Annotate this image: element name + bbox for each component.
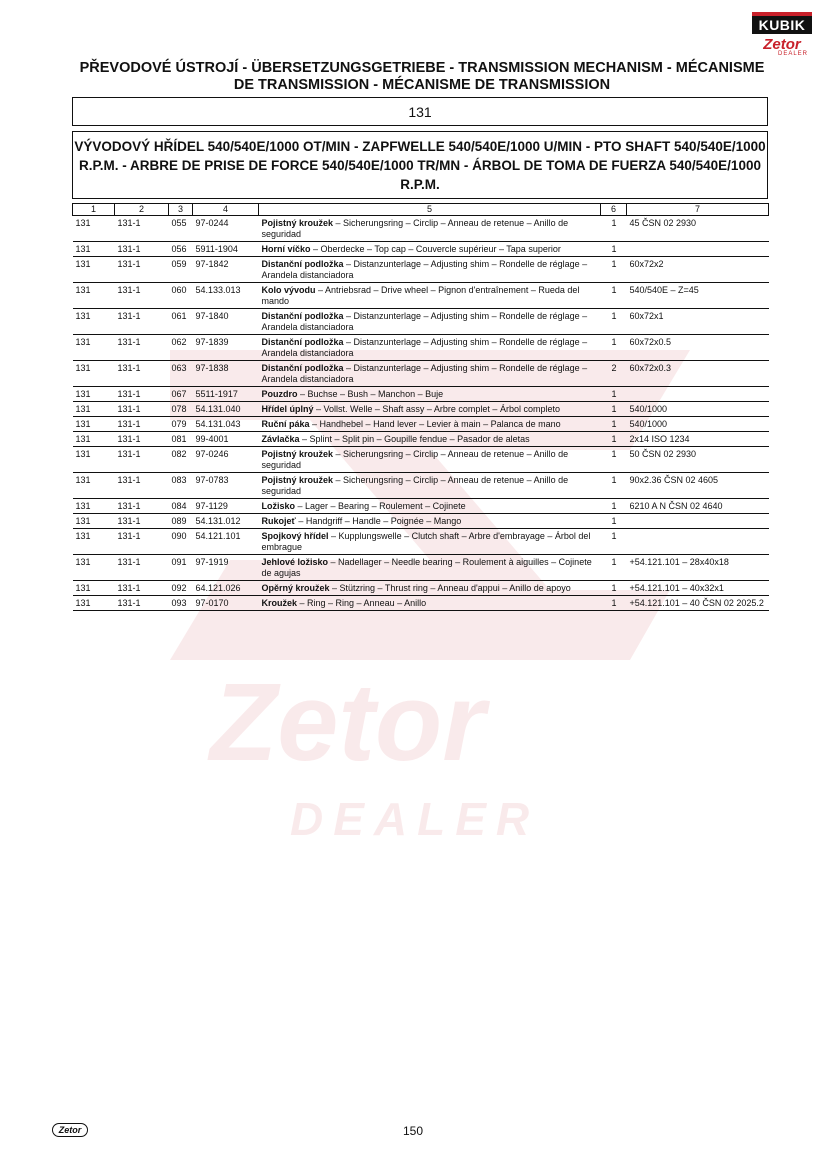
position-cell: 093 [169,596,193,611]
note-cell: 90x2.36 ČSN 02 4605 [627,473,769,499]
table-row [73,216,769,242]
position-cell: 079 [169,417,193,432]
part-translations: – Oberdecke – Top cap – Couvercle supérieur – Tapa superior [310,244,561,254]
subgroup-cell: 131-1 [115,216,169,242]
note-cell: 6210 A N ČSN 02 4640 [627,499,769,514]
description-cell [259,417,601,432]
quantity-cell: 1 [601,387,627,402]
group-cell: 131 [73,216,115,242]
table-row [73,335,769,361]
quantity-cell: 1 [601,283,627,309]
description-cell [259,335,601,361]
part-number-cell: 97-0170 [193,596,259,611]
table-row [73,596,769,611]
subgroup-cell: 131-1 [115,499,169,514]
group-cell: 131 [73,529,115,555]
position-cell: 091 [169,555,193,581]
part-name: Distanční podložka [261,259,344,269]
part-name: Distanční podložka [261,337,344,347]
column-header: 5 [259,204,601,216]
position-cell: 055 [169,216,193,242]
part-translations: – Vollst. Welle – Shaft assy – Arbre complet – Árbol completo [313,404,560,414]
quantity-cell: 1 [601,447,627,473]
part-number-cell: 54.133.013 [193,283,259,309]
part-name: Ruční páka [261,419,310,429]
group-cell: 131 [73,361,115,387]
note-cell: 50 ČSN 02 2930 [627,447,769,473]
note-cell: 60x72x0.3 [627,361,769,387]
description-cell [259,596,601,611]
subgroup-cell: 131-1 [115,473,169,499]
logo-zetor-text: Zetor [763,36,801,53]
table-row [73,361,769,387]
part-name: Distanční podložka [261,363,344,373]
part-translations: – Sicherungsring – Circlip – Anneau de retenue – Anillo de seguridad [261,475,569,496]
table-header-row [73,204,769,216]
position-cell: 081 [169,432,193,447]
group-cell: 131 [73,447,115,473]
note-cell: +54.121.101 – 28x40x18 [627,555,769,581]
subgroup-cell: 131-1 [115,529,169,555]
group-cell: 131 [73,387,115,402]
subgroup-cell: 131-1 [115,581,169,596]
column-header: 3 [169,204,193,216]
note-cell: 60x72x2 [627,257,769,283]
group-cell: 131 [73,432,115,447]
note-cell: 540/1000 [627,402,769,417]
subgroup-cell: 131-1 [115,335,169,361]
part-translations: – Handgriff – Handle – Poignée – Mango [295,516,462,526]
quantity-cell: 1 [601,417,627,432]
quantity-cell: 1 [601,581,627,596]
subgroup-cell: 131-1 [115,283,169,309]
part-translations: – Distanzunterlage – Adjusting shim – Rondelle de réglage – Arandela distanciadora [261,259,588,280]
table-row [73,499,769,514]
part-number-cell: 97-1838 [193,361,259,387]
description-cell [259,529,601,555]
position-cell: 089 [169,514,193,529]
part-name: Pouzdro [261,389,298,399]
position-cell: 090 [169,529,193,555]
subgroup-cell: 131-1 [115,514,169,529]
description-cell [259,216,601,242]
subgroup-cell: 131-1 [115,432,169,447]
part-name: Pojistný kroužek [261,449,334,459]
table-row [73,555,769,581]
part-translations: – Splint – Split pin – Goupille fendue – Pasador de aletas [299,434,530,444]
part-name: Jehlové ložisko [261,557,329,567]
logo-dealer-text: DEALER [777,51,808,57]
subgroup-cell: 131-1 [115,309,169,335]
description-cell [259,361,601,387]
position-cell: 067 [169,387,193,402]
part-name: Horní víčko [261,244,311,254]
table-row [73,529,769,555]
subgroup-cell: 131-1 [115,257,169,283]
quantity-cell: 1 [601,529,627,555]
part-number-cell: 97-0246 [193,447,259,473]
subgroup-cell: 131-1 [115,402,169,417]
position-cell: 056 [169,242,193,257]
table-row [73,447,769,473]
quantity-cell: 1 [601,514,627,529]
position-cell: 084 [169,499,193,514]
part-translations: – Nadellager – Needle bearing – Roulement à aiguilles – Cojinete de agujas [261,557,592,578]
subgroup-cell: 131-1 [115,242,169,257]
quantity-cell: 1 [601,473,627,499]
position-cell: 063 [169,361,193,387]
group-cell: 131 [73,555,115,581]
column-header: 1 [73,204,115,216]
description-cell [259,473,601,499]
quantity-cell: 1 [601,335,627,361]
svg-text:DEALER: DEALER [290,793,540,845]
note-cell [627,242,769,257]
group-cell: 131 [73,242,115,257]
description-cell [259,283,601,309]
group-cell: 131 [73,283,115,309]
position-cell: 059 [169,257,193,283]
part-number-cell: 54.131.040 [193,402,259,417]
note-cell: 540/1000 [627,417,769,432]
part-translations: – Buchse – Bush – Manchon – Buje [297,389,444,399]
column-header: 7 [627,204,769,216]
description-cell [259,402,601,417]
part-number-cell: 97-1840 [193,309,259,335]
subgroup-cell: 131-1 [115,555,169,581]
table-row [73,514,769,529]
description-cell [259,447,601,473]
table-row [73,257,769,283]
quantity-cell: 2 [601,361,627,387]
group-cell: 131 [73,402,115,417]
table-row [73,417,769,432]
description-cell [259,242,601,257]
position-cell: 060 [169,283,193,309]
table-row [73,402,769,417]
table-row [73,309,769,335]
subgroup-cell: 131-1 [115,596,169,611]
table-row [73,387,769,402]
group-cell: 131 [73,417,115,432]
quantity-cell: 1 [601,242,627,257]
group-cell: 131 [73,499,115,514]
position-cell: 062 [169,335,193,361]
part-translations: – Sicherungsring – Circlip – Anneau de retenue – Anillo de seguridad [261,449,569,470]
parts-table-body [73,216,769,611]
group-cell: 131 [73,309,115,335]
group-cell: 131 [73,596,115,611]
part-name: Závlačka [261,434,300,444]
column-header: 2 [115,204,169,216]
part-number-cell: 97-1839 [193,335,259,361]
note-cell [627,514,769,529]
note-cell [627,529,769,555]
position-cell: 078 [169,402,193,417]
quantity-cell: 1 [601,402,627,417]
part-translations: – Antriebsrad – Drive wheel – Pignon d'entraînement – Rueda del mando [261,285,580,306]
section-number: 131 [72,97,768,126]
column-header: 4 [193,204,259,216]
part-translations: – Lager – Bearing – Roulement – Cojinete [295,501,466,511]
position-cell: 092 [169,581,193,596]
part-number-cell: 54.131.012 [193,514,259,529]
svg-text:Zetor: Zetor [210,661,485,784]
part-number-cell: 97-1129 [193,499,259,514]
note-cell: +54.121.101 – 40x32x1 [627,581,769,596]
footer-zetor-logo: Zetor [52,1123,88,1137]
part-translations: – Ring – Ring – Anneau – Anillo [297,598,427,608]
part-number-cell: 54.131.043 [193,417,259,432]
part-number-cell: 5511-1917 [193,387,259,402]
table-row [73,242,769,257]
group-cell: 131 [73,257,115,283]
quantity-cell: 1 [601,432,627,447]
description-cell [259,257,601,283]
group-cell: 131 [73,581,115,596]
note-cell: 60x72x0.5 [627,335,769,361]
part-name: Kolo vývodu [261,285,316,295]
page-title: PŘEVODOVÉ ÚSTROJÍ - ÜBERSETZUNGSGETRIEBE - TRANSMISSION MECHANISM - MÉCANISME DE TRANSMISSION - MÉCANISME DE TRANSMISSION [79,60,765,93]
part-name: Pojistný kroužek [261,475,334,485]
description-cell [259,555,601,581]
section-subtitle: VÝVODOVÝ HŘÍDEL 540/540E/1000 OT/MIN - ZAPFWELLE 540/540E/1000 U/MIN - PTO SHAFT 540/540E/1000 R.P.M. - ARBRE DE PRISE DE FORCE 540/540E/1000 TR/MN - ÁRBOL DE TOMA DE FUERZA 540/540E/1000 R.P.M. [72,131,768,199]
part-translations: – Handhebel – Hand lever – Levier à main – Palanca de mano [309,419,561,429]
quantity-cell: 1 [601,216,627,242]
quantity-cell: 1 [601,555,627,581]
subgroup-cell: 131-1 [115,387,169,402]
position-cell: 082 [169,447,193,473]
part-translations: – Kupplungswelle – Clutch shaft – Arbre d'embrayage – Árbol del embrague [261,531,591,552]
part-name: Kroužek [261,598,298,608]
part-translations: – Sicherungsring – Circlip – Anneau de retenue – Anillo de seguridad [261,218,569,239]
note-cell [627,387,769,402]
page-number: 150 [402,1124,424,1138]
quantity-cell: 1 [601,596,627,611]
part-name: Spojkový hřídel [261,531,329,541]
quantity-cell: 1 [601,257,627,283]
part-translations: – Stützring – Thrust ring – Anneau d'appui – Anillo de apoyo [329,583,571,593]
part-number-cell: 64.121.026 [193,581,259,596]
part-name: Rukojeť [261,516,296,526]
group-cell: 131 [73,473,115,499]
note-cell: 45 ČSN 02 2930 [627,216,769,242]
description-cell [259,514,601,529]
quantity-cell: 1 [601,499,627,514]
subgroup-cell: 131-1 [115,417,169,432]
table-row [73,283,769,309]
part-name: Hřídel úplný [261,404,314,414]
part-name: Distanční podložka [261,311,344,321]
description-cell [259,432,601,447]
part-number-cell: 97-0244 [193,216,259,242]
table-row [73,473,769,499]
note-cell: +54.121.101 – 40 ČSN 02 2025.2 [627,596,769,611]
position-cell: 061 [169,309,193,335]
part-name: Ložisko [261,501,296,511]
part-translations: – Distanzunterlage – Adjusting shim – Rondelle de réglage – Arandela distanciadora [261,311,588,332]
description-cell [259,309,601,335]
note-cell: 2x14 ISO 1234 [627,432,769,447]
part-number-cell: 54.121.101 [193,529,259,555]
note-cell: 60x72x1 [627,309,769,335]
subgroup-cell: 131-1 [115,361,169,387]
table-row [73,432,769,447]
subgroup-cell: 131-1 [115,447,169,473]
description-cell [259,499,601,514]
part-number-cell: 97-1919 [193,555,259,581]
parts-table [72,203,769,611]
part-name: Pojistný kroužek [261,218,334,228]
group-cell: 131 [73,514,115,529]
note-cell: 540/540E – Z=45 [627,283,769,309]
part-number-cell: 5911-1904 [193,242,259,257]
part-translations: – Distanzunterlage – Adjusting shim – Rondelle de réglage – Arandela distanciadora [261,363,588,384]
table-row [73,581,769,596]
description-cell [259,387,601,402]
logo-kubik-text: KUBIK [752,12,812,34]
group-cell: 131 [73,335,115,361]
position-cell: 083 [169,473,193,499]
column-header: 6 [601,204,627,216]
quantity-cell: 1 [601,309,627,335]
part-number-cell: 97-1842 [193,257,259,283]
part-name: Opěrný kroužek [261,583,330,593]
part-translations: – Distanzunterlage – Adjusting shim – Rondelle de réglage – Arandela distanciadora [261,337,588,358]
part-number-cell: 99-4001 [193,432,259,447]
part-number-cell: 97-0783 [193,473,259,499]
description-cell [259,581,601,596]
